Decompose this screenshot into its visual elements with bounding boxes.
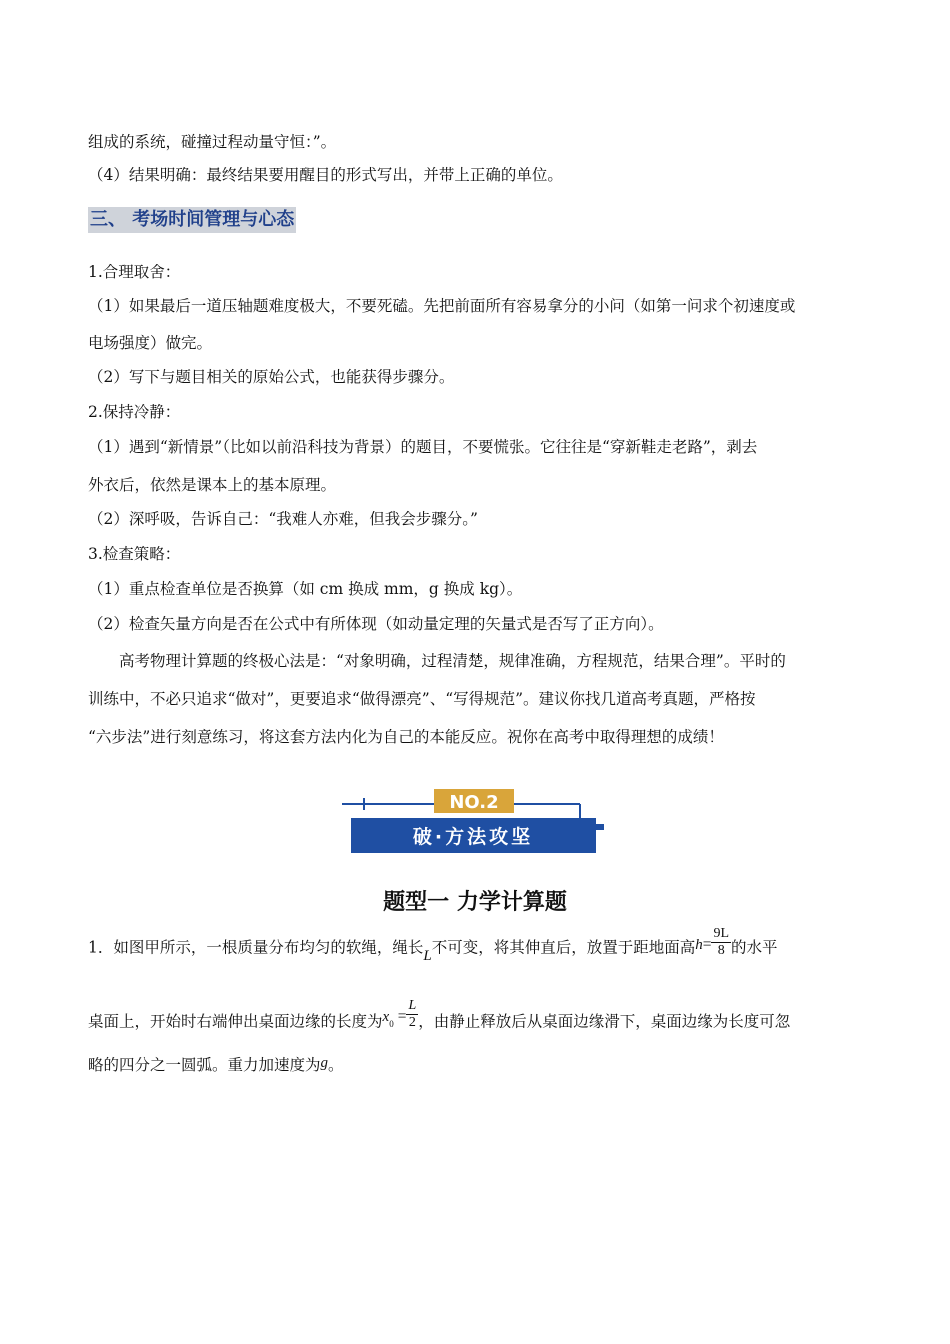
text-line: 外衣后，依然是课本上的基本原理。: [88, 476, 337, 494]
problem-line: [88, 998, 791, 1039]
text-line: （1）重点检查单位是否换算（如 cm 换成 mm，g 换成 kg）。: [88, 580, 523, 598]
math-var-L: L: [423, 947, 432, 964]
banner-right-tab: [596, 824, 604, 830]
problem-text: 1．如图甲所示，一根质量分布均匀的软绳，绳长: [88, 938, 424, 957]
text-line: （2）写下与题目相关的原始公式，也能获得步骤分。: [88, 368, 455, 386]
math-subscript: 0: [389, 1018, 394, 1029]
math-var-h: h: [695, 936, 703, 953]
text-line: （2）检查矢量方向是否在公式中有所体现（如动量定理的矢量式是否写了正方向）。: [88, 615, 664, 633]
math-equals: =: [702, 935, 712, 953]
fraction-L-over-2: [406, 998, 418, 1031]
fraction-9L-over-8: [711, 926, 731, 959]
fraction-numerator: 9L: [713, 926, 730, 941]
math-var-g: g: [320, 1055, 329, 1071]
fraction-numerator: L: [408, 998, 417, 1013]
problem-text: 的水平: [731, 938, 778, 957]
fraction-denominator: 8: [717, 943, 725, 958]
text-line: 训练中，不必只追求“做对”，更要追求“做得漂亮”、“写得规范”。建议你找几道高考真题，严格按: [88, 690, 756, 708]
text-line: 3.检查策略：: [88, 545, 181, 563]
problem-text: 略的四分之一圆弧。重力加速度为: [88, 1056, 321, 1074]
problem-text: 。: [328, 1056, 344, 1074]
problem-text: ，由静止释放后从桌面边缘滑下，桌面边缘为长度可忽: [418, 1012, 791, 1031]
text-line: 组成的系统，碰撞过程动量守恒：”。: [88, 133, 337, 151]
fraction-denominator: 2: [408, 1015, 416, 1030]
text-line: 高考物理计算题的终极心法是：“对象明确，过程清楚，规律准确，方程规范，结果合理”。平时的: [119, 652, 786, 670]
text-line: （4）结果明确：最终结果要用醒目的形式写出，并带上正确的单位。: [88, 166, 563, 184]
text-line: （1）如果最后一道压轴题难度极大，不要死磕。先把前面所有容易拿分的小问（如第一问求个初速度或: [88, 297, 796, 315]
text-line: 电场强度）做完。: [88, 334, 213, 352]
problem-line: [88, 926, 778, 965]
problem-line: [88, 1055, 344, 1076]
text-line: 2.保持冷静：: [88, 403, 181, 421]
text-line: （2）深呼吸，告诉自己：“我难人亦难，但我会步骤分。”: [88, 510, 478, 528]
problem-text: 不可变，将其伸直后，放置于距地面高: [431, 938, 696, 957]
banner-label: 破·方法攻坚: [412, 826, 534, 848]
section-heading: 三、 考场时间管理与心态: [88, 207, 296, 233]
math-equals: =: [397, 1007, 407, 1025]
text-line: （1）遇到“新情景”（比如以前沿科技为背景）的题目，不要慌张。它往往是“穿新鞋走老路”，剥去: [88, 438, 758, 456]
text-line: 1.合理取舍：: [88, 263, 181, 281]
banner-number: NO.2: [449, 792, 499, 813]
math-var-x: x: [382, 1008, 390, 1025]
problem-text: 桌面上，开始时右端伸出桌面边缘的长度为: [88, 1012, 383, 1031]
text-line: “六步法”进行刻意练习，将这套方法内化为自己的本能反应。祝你在高考中取得理想的成绩！: [88, 728, 724, 746]
section-banner: [342, 788, 608, 858]
page-title: 题型一 力学计算题: [383, 890, 567, 915]
